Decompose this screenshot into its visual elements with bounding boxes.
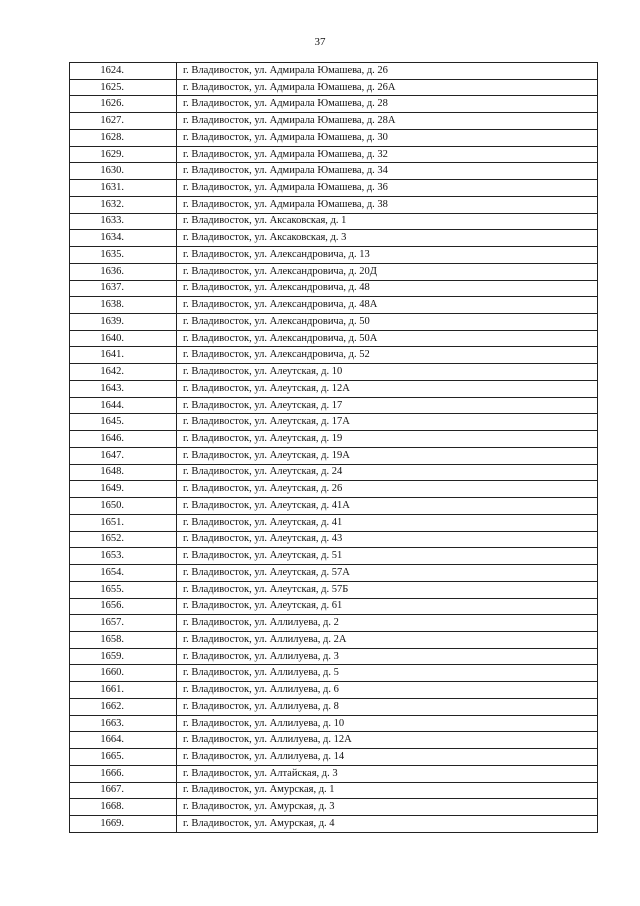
row-number: 1669. (70, 816, 177, 833)
table-row (70, 414, 598, 431)
table-row (70, 380, 598, 397)
table-row (70, 96, 598, 113)
address-table-body (70, 63, 598, 833)
row-address: г. Владивосток, ул. Алеутская, д. 12А (177, 380, 598, 397)
row-number: 1627. (70, 113, 177, 130)
row-address: г. Владивосток, ул. Алеутская, д. 51 (177, 548, 598, 565)
row-address: г. Владивосток, ул. Адмирала Юмашева, д. 26 (177, 63, 598, 80)
row-number: 1664. (70, 732, 177, 749)
row-address: г. Владивосток, ул. Аксаковская, д. 1 (177, 213, 598, 230)
table-row (70, 514, 598, 531)
row-address: г. Владивосток, ул. Алеутская, д. 41А (177, 498, 598, 515)
table-row (70, 598, 598, 615)
table-row (70, 196, 598, 213)
row-address: г. Владивосток, ул. Алеутская, д. 24 (177, 464, 598, 481)
table-row (70, 180, 598, 197)
table-row (70, 397, 598, 414)
row-address: г. Владивосток, ул. Александровича, д. 48А (177, 297, 598, 314)
row-address: г. Владивосток, ул. Адмирала Юмашева, д. 36 (177, 180, 598, 197)
row-number: 1662. (70, 698, 177, 715)
row-number: 1648. (70, 464, 177, 481)
row-number: 1639. (70, 314, 177, 331)
row-number: 1633. (70, 213, 177, 230)
row-address: г. Владивосток, ул. Аксаковская, д. 3 (177, 230, 598, 247)
address-table (69, 62, 598, 833)
row-number: 1635. (70, 247, 177, 264)
row-number: 1666. (70, 765, 177, 782)
table-row (70, 431, 598, 448)
row-address: г. Владивосток, ул. Александровича, д. 20Д (177, 263, 598, 280)
table-row (70, 163, 598, 180)
row-address: г. Владивосток, ул. Алеутская, д. 10 (177, 364, 598, 381)
table-row (70, 347, 598, 364)
table-row (70, 63, 598, 80)
row-address: г. Владивосток, ул. Алеутская, д. 26 (177, 481, 598, 498)
row-address: г. Владивосток, ул. Аллилуева, д. 3 (177, 648, 598, 665)
row-address: г. Владивосток, ул. Александровича, д. 50А (177, 330, 598, 347)
row-number: 1656. (70, 598, 177, 615)
table-row (70, 565, 598, 582)
row-number: 1624. (70, 63, 177, 80)
table-row (70, 481, 598, 498)
row-address: г. Владивосток, ул. Алеутская, д. 57Б (177, 581, 598, 598)
row-address: г. Владивосток, ул. Адмирала Юмашева, д. 32 (177, 146, 598, 163)
row-number: 1651. (70, 514, 177, 531)
row-address: г. Владивосток, ул. Аллилуева, д. 5 (177, 665, 598, 682)
row-number: 1626. (70, 96, 177, 113)
row-number: 1628. (70, 129, 177, 146)
table-row (70, 665, 598, 682)
row-address: г. Владивосток, ул. Алеутская, д. 61 (177, 598, 598, 615)
row-number: 1649. (70, 481, 177, 498)
row-number: 1630. (70, 163, 177, 180)
table-row (70, 816, 598, 833)
row-address: г. Владивосток, ул. Алеутская, д. 43 (177, 531, 598, 548)
row-address: г. Владивосток, ул. Аллилуева, д. 8 (177, 698, 598, 715)
table-row (70, 79, 598, 96)
row-address: г. Владивосток, ул. Адмирала Юмашева, д. 28 (177, 96, 598, 113)
table-row (70, 682, 598, 699)
row-number: 1650. (70, 498, 177, 515)
table-row (70, 464, 598, 481)
table-row (70, 799, 598, 816)
row-number: 1665. (70, 749, 177, 766)
row-address: г. Владивосток, ул. Александровича, д. 52 (177, 347, 598, 364)
row-address: г. Владивосток, ул. Адмирала Юмашева, д. 28А (177, 113, 598, 130)
row-address: г. Владивосток, ул. Адмирала Юмашева, д. 26А (177, 79, 598, 96)
table-row (70, 498, 598, 515)
table-row (70, 631, 598, 648)
table-row (70, 129, 598, 146)
page-number: 37 (314, 36, 326, 48)
table-row (70, 314, 598, 331)
row-number: 1643. (70, 380, 177, 397)
row-address: г. Владивосток, ул. Адмирала Юмашева, д. 38 (177, 196, 598, 213)
row-address: г. Владивосток, ул. Аллилуева, д. 14 (177, 749, 598, 766)
row-number: 1638. (70, 297, 177, 314)
row-address: г. Владивосток, ул. Александровича, д. 48 (177, 280, 598, 297)
row-address: г. Владивосток, ул. Алеутская, д. 17 (177, 397, 598, 414)
table-row (70, 548, 598, 565)
row-address: г. Владивосток, ул. Аллилуева, д. 12А (177, 732, 598, 749)
row-address: г. Владивосток, ул. Аллилуева, д. 2А (177, 631, 598, 648)
row-number: 1667. (70, 782, 177, 799)
row-address: г. Владивосток, ул. Алеутская, д. 17А (177, 414, 598, 431)
row-number: 1625. (70, 79, 177, 96)
row-number: 1668. (70, 799, 177, 816)
table-row (70, 364, 598, 381)
table-row (70, 146, 598, 163)
row-number: 1653. (70, 548, 177, 565)
row-number: 1641. (70, 347, 177, 364)
row-number: 1655. (70, 581, 177, 598)
row-number: 1634. (70, 230, 177, 247)
row-number: 1629. (70, 146, 177, 163)
row-address: г. Владивосток, ул. Амурская, д. 1 (177, 782, 598, 799)
table-row (70, 297, 598, 314)
row-number: 1637. (70, 280, 177, 297)
row-address: г. Владивосток, ул. Александровича, д. 13 (177, 247, 598, 264)
row-address: г. Владивосток, ул. Аллилуева, д. 10 (177, 715, 598, 732)
row-number: 1636. (70, 263, 177, 280)
table-row (70, 280, 598, 297)
row-number: 1644. (70, 397, 177, 414)
row-address: г. Владивосток, ул. Алеутская, д. 41 (177, 514, 598, 531)
row-number: 1657. (70, 615, 177, 632)
row-address: г. Владивосток, ул. Александровича, д. 50 (177, 314, 598, 331)
table-row (70, 230, 598, 247)
row-number: 1642. (70, 364, 177, 381)
row-number: 1645. (70, 414, 177, 431)
row-address: г. Владивосток, ул. Алтайская, д. 3 (177, 765, 598, 782)
row-number: 1663. (70, 715, 177, 732)
table-row (70, 765, 598, 782)
row-number: 1659. (70, 648, 177, 665)
row-number: 1647. (70, 447, 177, 464)
row-number: 1661. (70, 682, 177, 699)
table-row (70, 581, 598, 598)
table-row (70, 330, 598, 347)
table-row (70, 263, 598, 280)
row-address: г. Владивосток, ул. Аллилуева, д. 6 (177, 682, 598, 699)
row-address: г. Владивосток, ул. Адмирала Юмашева, д. 30 (177, 129, 598, 146)
row-address: г. Владивосток, ул. Амурская, д. 4 (177, 816, 598, 833)
table-row (70, 749, 598, 766)
row-number: 1646. (70, 431, 177, 448)
row-address: г. Владивосток, ул. Аллилуева, д. 2 (177, 615, 598, 632)
table-row (70, 213, 598, 230)
row-number: 1652. (70, 531, 177, 548)
table-row (70, 113, 598, 130)
row-number: 1660. (70, 665, 177, 682)
row-number: 1654. (70, 565, 177, 582)
table-row (70, 648, 598, 665)
table-row (70, 698, 598, 715)
row-address: г. Владивосток, ул. Алеутская, д. 19А (177, 447, 598, 464)
row-address: г. Владивосток, ул. Алеутская, д. 19 (177, 431, 598, 448)
row-number: 1658. (70, 631, 177, 648)
table-row (70, 531, 598, 548)
table-row (70, 782, 598, 799)
table-row (70, 732, 598, 749)
table-row (70, 247, 598, 264)
row-number: 1632. (70, 196, 177, 213)
table-row (70, 447, 598, 464)
row-number: 1631. (70, 180, 177, 197)
row-number: 1640. (70, 330, 177, 347)
table-row (70, 615, 598, 632)
table-row (70, 715, 598, 732)
row-address: г. Владивосток, ул. Алеутская, д. 57А (177, 565, 598, 582)
row-address: г. Владивосток, ул. Адмирала Юмашева, д. 34 (177, 163, 598, 180)
row-address: г. Владивосток, ул. Амурская, д. 3 (177, 799, 598, 816)
